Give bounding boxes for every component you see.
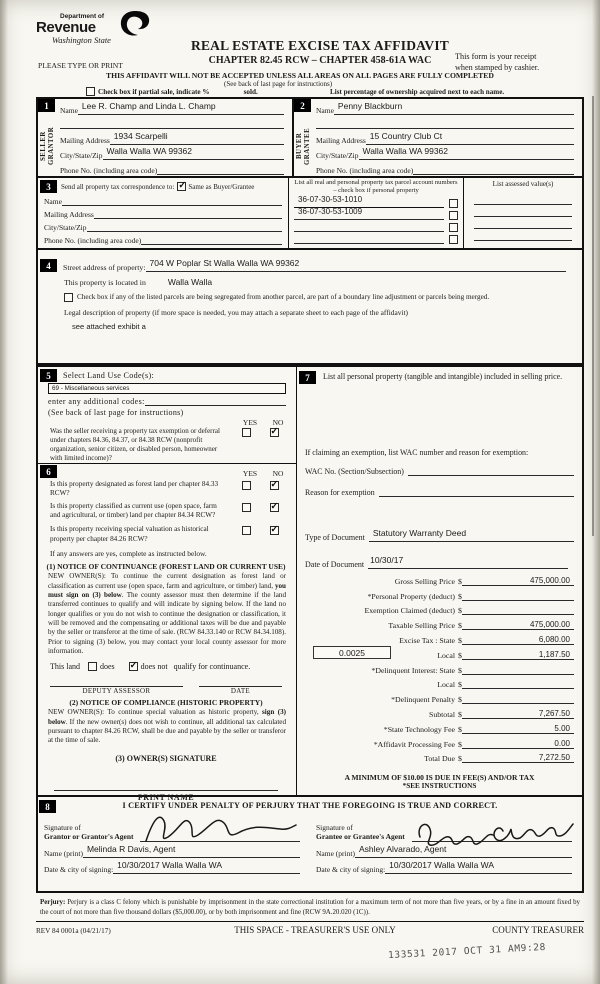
section6: 6 YES NO Is this property designated as forest land per chapter 84.33 RCW? ✓ Is this property classified as current use (open space, farm and agricultural, or timber) land per chapter 84.34 RCW? ✓ Is this property receiving special valuation as historical property per chapter 84.26 RCW? ✓ If any answers are yes, complete as instructed below. (1) NOTICE OF CONTINUANCE (FOREST LAND OR CURRENT USE) NEW OWNER(S): To continue the current designation as forest land or classification as current use (open space, farm and agriculture, or timber) land, you must sign on (3) below. The county assessor must then determine if the land transferred continues to qualify and will indicate by signing below. If the land no longer qualifies or you do not wish to continue the designation or classification, it will be removed and the compensating or additional taxes will be due and payable by the seller or transferor at the time of sale. (RCW 84.33.140 or RCW 84.34.108). Prior to signing (3) below, you may contact your local county assessor for more information. This land does ✓ does not qualify for continuance. DEPUTY ASSESSOR DATE (2) NOTICE OF COMPLIANCE (HISTORIC PROPERTY) NEW OWNER(S): To continue special valuation as historic property, sign (3) below. If the new owner(s) does not wish to continue, all additional tax calculated pursuant to chapter 84.26 RCW, shall be due and payable by the seller or transferor at the time of sale. (3) OWNER(S) SIGNATURE PRINT NAME [38, 464, 296, 802]
land-does-checkbox [88, 662, 97, 671]
money-row-taxable: Taxable Selling Price $ 475,000.00 [297, 615, 582, 630]
grantor-date-city: 10/30/2017 Walla Walla WA [117, 860, 223, 870]
scan-edge-artifact [592, 96, 594, 536]
exemption-no-checkbox [270, 428, 279, 437]
owners-signature-line [54, 779, 278, 791]
notice2-body: NEW OWNER(S): To continue special valuation as historic property, sign (3) below. If the new owner(s) does not wish to continue, all additional tax calculated pursuant to chapter 84.26 RCW, shall be due and payable by the seller or transferor at the time of sale. [48, 708, 286, 745]
parcel3-personal-checkbox [449, 223, 458, 232]
money-row-delinq-local: Local $ [297, 675, 582, 690]
notice1-title: (1) NOTICE OF CONTINUANCE (FOREST LAND OR CURRENT USE) [46, 562, 286, 572]
yes-header: YES [242, 418, 258, 427]
buyer-grantee-side-label: BUYER GRANTEE [296, 127, 311, 165]
money-row-penalty: *Delinquent Penalty $ [297, 689, 582, 704]
buyer-grantee-section: 2 BUYER GRANTEE Name Penny Blackburn Mailing Address 15 Country Club Ct City/State/Zip Walla Walla WA 99362 Phone No. (including area code) [294, 99, 582, 176]
seller-grantor-section: 1 SELLER GRANTOR Name Lee R. Champ and Linda L. Champ Mailing Address 1934 Scarpelli City/State/Zip Walla Walla WA 99362 Phone No. (including area code) [38, 99, 294, 176]
certify-statement: I CERTIFY UNDER PENALTY OF PERJURY THAT THE FOREGOING IS TRUE AND CORRECT. [122, 801, 498, 810]
forest-no-checkbox [270, 481, 279, 490]
grantor-name-value: Lee R. Champ and Linda L. Champ [81, 101, 216, 111]
print-name-label: PRINT NAME [137, 792, 195, 802]
tax-correspondence-box [36, 178, 584, 250]
parcel-number-1: 36-07-30-53-1010 [298, 194, 363, 204]
deputy-assessor-row: DEPUTY ASSESSOR DATE [50, 675, 282, 695]
seller-grantor-side-label: SELLER GRANTOR [40, 126, 55, 166]
tax-computation-column: 7 List all personal property (tangible and intangible) included in selling price. If claiming an exemption, list WAC number and reason for exemption: WAC No. (Section/Subsection) Reason for exemption Type of Document Statutory Warranty Deed Date of Document 10/30/17 Gross Selling Price $ 475,000.00 *Personal Property (deduct) $ Exemption Claimed (deduct) $ Taxable Selling Price $ 475,000.00 Excise Tax : State $ 6,080.00 0.0025 Local $ 1,187.50 *Delinquent Interest: State $ Local $ *Delinquent Penalty $ Subtotal $ 7,267.50 *State Technology Fee $ 5.00 *Affidavit Processing Fee $ 0.00 Total Due $ 7,272.50 A MINIMUM OF $10.00 IS DUE IN FEE(S) AND/OR TAX *SEE INSTRUCTIONS [297, 367, 582, 795]
parcel2-personal-checkbox [449, 211, 458, 220]
partial-sale-checkbox [86, 87, 95, 96]
personal-property-intro: List all personal property (tangible and intangible) included in selling price. [323, 372, 563, 381]
exemption-yes-checkbox [242, 428, 251, 437]
treasurer-received-stamp: 133531 2017 OCT 31 AM9:28 [387, 941, 547, 962]
grantor-city-value: Walla Walla WA 99362 [106, 146, 193, 156]
property-address-box: 4 Street address of property: 704 W Poplar St Walla Walla WA 99362 This property is located in Walla Walla Check box if any of the listed parcels are being segregated from another parcel, are part of a boundary line adjustment or parcels being merged. Legal description of property (if more space is needed, you may attach a separate sheet to each page of the affidavit) see attached exhibit a [36, 250, 584, 365]
money-row-excise-state: Excise Tax : State $ 6,080.00 [297, 630, 582, 645]
same-as-grantee-checkbox [177, 182, 186, 191]
grantee-printed-name: Ashley Alvarado, Agent [358, 844, 447, 854]
grantee-mailing-value: 15 Country Club Ct [369, 131, 443, 141]
section1-badge: 1 [38, 99, 55, 112]
exemption-intro: If claiming an exemption, list WAC number and reason for exemption: [305, 448, 529, 457]
money-row-tech-fee: *State Technology Fee $ 5.00 [297, 719, 582, 734]
section6-badge: 6 [40, 465, 57, 478]
form-chapter: CHAPTER 82.45 RCW – CHAPTER 458-61A WAC [208, 55, 432, 66]
money-row-exemption: Exemption Claimed (deduct) $ [297, 601, 582, 616]
not-accepted-warning: THIS AFFIDAVIT WILL NOT BE ACCEPTED UNLESS ALL AREAS ON ALL PAGES ARE FULLY COMPLETED [106, 71, 494, 80]
section5-badge: 5 [40, 369, 57, 382]
owners-signature-label: (3) OWNER(S) SIGNATURE [115, 753, 217, 763]
grantee-signature-block: Signature of Grantee or Grantee's Agent Name (print) Ashley Alvarado, Agent Date & city of signing: 10/30/2017 Walla Walla WA [310, 812, 582, 874]
grantor-signature-block: Signature of Grantor or Grantor's Agent Name (print) Melinda R Davis, Agent Date & city of signing: 10/30/2017 Walla Walla WA [38, 812, 310, 874]
street-address-value: 704 W Poplar St Walla Walla WA 99362 [149, 258, 300, 268]
located-in-value: Walla Walla [167, 277, 213, 287]
section3-badge: 3 [40, 180, 57, 193]
document-date-value: 10/30/17 [370, 555, 404, 565]
document-type-value: Statutory Warranty Deed [372, 528, 467, 538]
forest-yes-checkbox [242, 481, 251, 490]
section4-badge: 4 [40, 259, 57, 272]
legal-description-value: see attached exhibit a [72, 322, 146, 331]
partial-sale-row: Check box if partial sale, indicate % sold. [86, 87, 258, 96]
correspondence-section: 3 Send all property tax correspondence to: ✓ Same as Buyer/Grantee Name Mailing Address City/State/Zip Phone No. (including area code) [38, 178, 288, 248]
certification-box [36, 797, 584, 893]
grantee-date-city: 10/30/2017 Walla Walla WA [389, 860, 495, 870]
parcel-number-2: 36-07-30-53-1009 [298, 206, 363, 216]
grantor-printed-name: Melinda R Davis, Agent [86, 844, 176, 854]
receipt-note: This form is your receipt when stamped by cashier. [455, 52, 540, 73]
assessed-values-section [464, 178, 582, 248]
money-row-personal: *Personal Property (deduct) $ [297, 586, 582, 601]
parcel1-personal-checkbox [449, 199, 458, 208]
form-rev-number: REV 84 0001a (04/21/17) [36, 927, 111, 935]
see-instructions-note: *SEE INSTRUCTIONS [402, 782, 477, 791]
parcel4-personal-checkbox [449, 235, 458, 244]
no-header-2: NO [272, 469, 284, 478]
please-type-or-print: PLEASE TYPE OR PRINT [38, 61, 123, 70]
grantee-signature [412, 811, 572, 845]
grantee-name-value: Penny Blackburn [337, 101, 403, 111]
minimum-fee-note: A MINIMUM OF $10.00 IS DUE IN FEE(S) AND/OR TAX [344, 773, 535, 783]
money-row-subtotal: Subtotal $ 7,267.50 [297, 704, 582, 719]
section2-badge: 2 [294, 99, 311, 112]
grantor-grantee-box [36, 97, 584, 178]
see-back-note: (See back of last page for instructions) [224, 80, 333, 88]
logo-dept-text: Department of [60, 13, 105, 20]
treasurer-space-label: THIS SPACE - TREASURER'S USE ONLY [234, 925, 396, 935]
logo-revenue-text: Revenue [36, 19, 96, 36]
current-use-yes-checkbox [242, 503, 251, 512]
historic-yes-checkbox [242, 526, 251, 535]
parcel-header: List all real and personal property tax parcel account numbers – check box if personal property [294, 179, 458, 194]
footer-row [36, 925, 584, 935]
grantor-mailing-value: 1934 Scarpelli [113, 131, 168, 141]
assessed-header: List assessed value(s) [492, 180, 554, 188]
notice1-body: NEW OWNER(S): To continue the current designation as forest land or classification as current use (open space, farm and agriculture, or timber) land, you must sign on (3) below. The county assessor must then determine if the land transferred continues to qualify and will indicate by signing below. If the land no longer qualifies or you do not wish to continue the designation or classification, it will be removed and the compensating or additional taxes will be due and payable by the seller or transferor at the time of sale. (RCW 84.33.140 or RCW 84.34.108). Prior to signing (3) below, you may contact your local county assessor for more information. [48, 572, 287, 656]
grantor-signature [140, 811, 300, 845]
perjury-notice: Perjury: Perjury is a class C felony which is punishable by imprisonment in the state correctional institution for a maximum term of not more than five years, or by a fine in an amount fixed by the court of not more than five thousand dollars ($5,000.00), or by both imprisonment and fine (RCW 9A.20.020 (1C)). [36, 895, 584, 922]
local-rate-box: 0.0025 [313, 646, 391, 659]
legal-description-label: Legal description of property (if more space is needed, you may attach a separate sheet to each page of the affidavit) [64, 308, 408, 317]
money-row-delinq-state: *Delinquent Interest: State $ [297, 660, 582, 675]
current-use-no-checkbox [270, 503, 279, 512]
form-title: REAL ESTATE EXCISE TAX AFFIDAVIT [191, 38, 449, 53]
section7-badge: 7 [299, 371, 316, 384]
land-use-and-tax-box [36, 365, 584, 802]
no-header: NO [272, 418, 284, 427]
money-row-total-due: Total Due $ 7,272.50 [297, 749, 582, 764]
section5: 5 Select Land Use Code(s): 69 - Miscellaneous services enter any additional codes: (See back of last page for instructions) YES NO Was the seller receiving a property tax exemption or deferral under chapters 84.36, 84.37, or 84.38 RCW (nonprofit organization, senior citizen, or disabled person, homeowner with limited income)? ✓ [38, 367, 296, 464]
parcel-numbers-section [288, 178, 464, 248]
notice2-title: (2) NOTICE OF COMPLIANCE (HISTORIC PROPERTY) [69, 698, 263, 708]
yes-header-2: YES [242, 469, 258, 478]
money-row-excise-local: 0.0025 Local $ 1,187.50 [297, 645, 582, 660]
money-row-gross: Gross Selling Price $ 475,000.00 [297, 571, 582, 586]
grantee-city-value: Walla Walla WA 99362 [362, 146, 449, 156]
scan-edge-artifact [0, 0, 8, 984]
ownership-note: List percentage of ownership acquired next to each name. [330, 88, 505, 96]
dor-logo-swirl-icon [118, 9, 152, 39]
section8-badge: 8 [39, 800, 56, 813]
land-does-not-checkbox [129, 662, 138, 671]
county-treasurer-label: COUNTY TREASURER [492, 925, 584, 935]
logo-state-text: Washington State [52, 35, 111, 45]
land-use-column [38, 367, 297, 802]
segregated-checkbox [64, 293, 73, 302]
historic-no-checkbox [270, 526, 279, 535]
land-use-code-value: 69 - Miscellaneous services [48, 383, 286, 394]
money-row-processing-fee: *Affidavit Processing Fee $ 0.00 [297, 734, 582, 749]
